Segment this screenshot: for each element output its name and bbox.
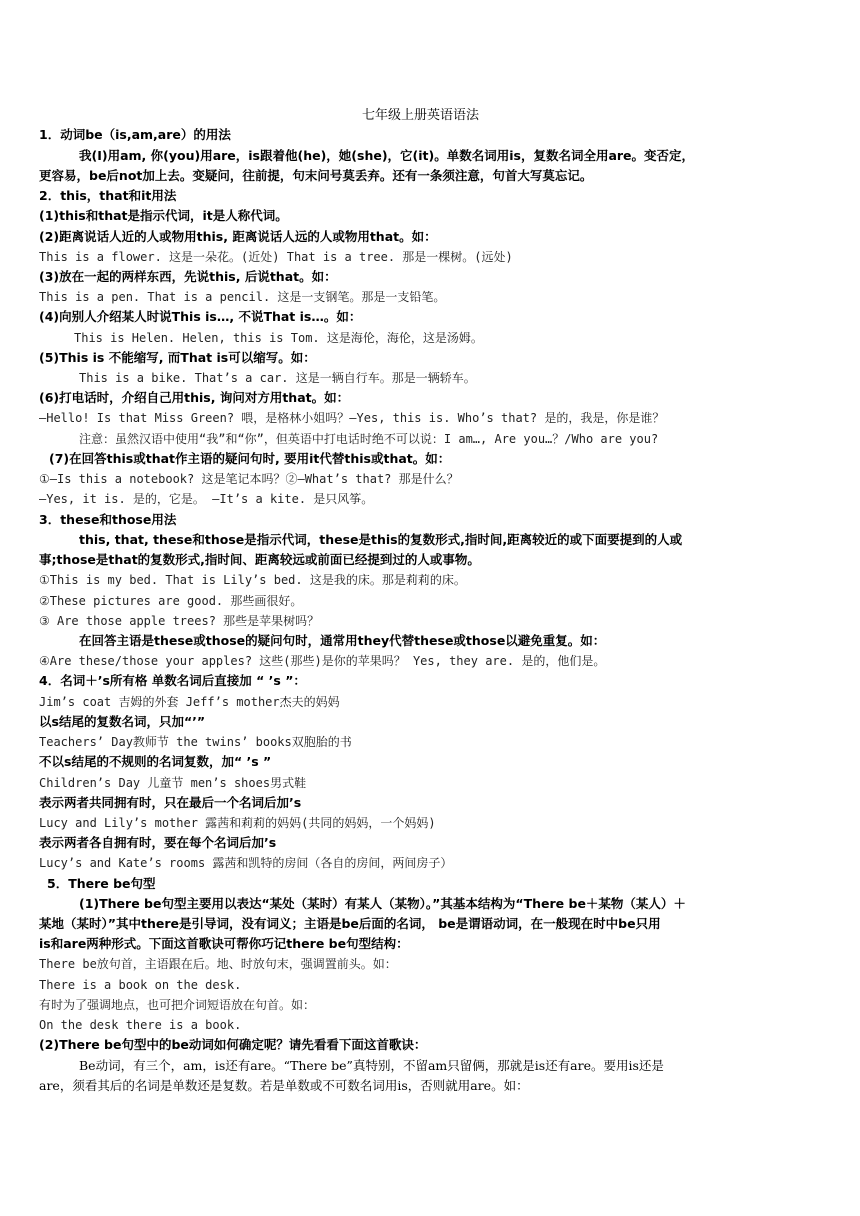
note-line: 注意：虽然汉语中使用“我”和“你”，但英语中打电话时绝不可以说：I am…, Are you…？/Who are you?	[79, 432, 659, 446]
rule-line: (2)There be句型中的be动词如何确定呢？请先看看下面这首歌诀：	[39, 1037, 427, 1052]
page-title: 七年级上册英语语法	[362, 108, 480, 123]
rule-line: 以s结尾的复数名词，只加“’”	[39, 714, 206, 729]
rule-line: (5)This is 不能缩写, 而That is可以缩写。如：	[39, 350, 316, 365]
paragraph-line: (1)There be句型主要用以表达“某处（某时）有某人（某物）。”其基本结构为“There be＋某物（某人）＋	[79, 896, 686, 911]
rule-line: 在回答主语是these或those的疑问句时，通常用they代替these或those以避免重复。如：	[79, 633, 606, 648]
example-line: ①—Is this a notebook? 这是笔记本吗？②—What’s that? 那是什么？	[39, 472, 459, 486]
example-line: Lucy and Lily’s mother 露茜和莉莉的妈妈(共同的妈妈，一个妈妈)	[39, 816, 436, 830]
rule-line: (6)打电话时，介绍自己用this, 询问对方用that。如：	[39, 390, 350, 405]
rule-line: 不以s结尾的不规则的名词复数，加“ ’s ”	[39, 754, 272, 769]
rule-line: (7)在回答this或that作主语的疑问句时, 要用it代替this或that。如：	[49, 451, 451, 466]
rule-line: 表示两者共同拥有时，只在最后一个名词后加’s	[39, 795, 302, 810]
example-line: ①This is my bed. That is Lily’s bed. 这是我的床。那是莉莉的床。	[39, 573, 466, 587]
rule-line: (3)放在一起的两样东西，先说this, 后说that。如：	[39, 269, 337, 284]
example-line: On the desk there is a book.	[39, 1018, 242, 1032]
example-line: Lucy’s and Kate’s rooms 露茜和凯特的房间（各自的房间，两间房子）	[39, 856, 453, 870]
paragraph-line: are，须看其后的名词是单数还是复数。若是单数或不可数名词用is，否则就用are。如：	[39, 1078, 529, 1093]
paragraph-line: 更容易，be后not加上去。变疑问，往前提，句末问号莫丢弃。还有一条须注意，句首大写莫忘记。	[39, 168, 593, 183]
example-line: —Yes, it is. 是的，它是。 —It’s a kite. 是只风筝。	[39, 492, 374, 506]
example-line: Children’s Day 儿童节 men’s shoes男式鞋	[39, 776, 307, 790]
section-heading: 2．this，that和it用法	[39, 188, 177, 203]
section-heading: 5．There be句型	[47, 876, 156, 891]
paragraph-line: this, that, these和those是指示代词，these是this的复数形式,指时间,距离较近的或下面要提到的人或	[79, 532, 683, 547]
rule-line: (2)距离说话人近的人或物用this, 距离说话人远的人或物用that。如：	[39, 229, 437, 244]
paragraph-line: 我(I)用am, 你(you)用are，is跟着他(he)，她(she)，它(it)。单数名词用is，复数名词全用are。变否定，	[79, 148, 695, 163]
paragraph-line: Be动词，有三个，am，is还有are。“There be”真特别，不留am只留俩，那就是is还有are。要用is还是	[79, 1058, 664, 1073]
section-heading: 3．these和those用法	[39, 512, 177, 527]
example-line: This is a bike. That’s a car. 这是一辆自行车。那是一辆轿车。	[79, 371, 476, 385]
paragraph-line: is和are两种形式。下面这首歌诀可帮你巧记there be句型结构：	[39, 936, 409, 951]
example-line: This is a pen. That is a pencil. 这是一支钢笔。那是一支铅笔。	[39, 290, 446, 304]
paragraph-line: 事;those是that的复数形式,指时间、距离较远或前面已经提到过的人或事物。	[39, 552, 480, 567]
example-line: —Hello! Is that Miss Green? 喂，是格林小姐吗？—Yes, this is. Who’s that? 是的，我是，你是谁？	[39, 411, 665, 425]
example-line: There be放句首，主语跟在后。地、时放句末，强调置前头。如：	[39, 957, 397, 971]
example-line: ③ Are those apple trees? 那些是苹果树吗？	[39, 614, 320, 628]
example-line: This is a flower. 这是一朵花。(近处) That is a tree. 那是一棵树。(远处)	[39, 250, 513, 264]
rule-line: (4)向别人介绍某人时说This is…, 不说That is…。如：	[39, 309, 362, 324]
example-line: There is a book on the desk.	[39, 978, 242, 992]
example-line: ②These pictures are good. 那些画很好。	[39, 594, 303, 608]
example-line: 有时为了强调地点，也可把介词短语放在句首。如：	[39, 998, 316, 1012]
paragraph-line: 某地（某时）”其中there是引导词，没有词义；主语是be后面的名词， be是谓语动词，在一般现在时中be只用	[39, 916, 661, 931]
rule-line: 表示两者各自拥有时，要在每个名词后加’s	[39, 835, 277, 850]
rule-line: (1)this和that是指示代词，it是人称代词。	[39, 208, 288, 223]
example-line: Teachers’ Day教师节 the twins’ books双胞胎的书	[39, 735, 352, 749]
example-line: ④Are these/those your apples? 这些(那些)是你的苹果吗？ Yes, they are. 是的，他们是。	[39, 654, 606, 668]
example-line: Jim’s coat 吉姆的外套 Jeff’s mother杰夫的妈妈	[39, 695, 340, 709]
example-line: This is Helen. Helen, this is Tom. 这是海伦，海伦，这是汤姆。	[74, 331, 483, 345]
section-heading: 4．名词＋’s所有格 单数名词后直接加 “ ’s ”：	[39, 673, 306, 688]
section-heading: 1．动词be（is,am,are）的用法	[39, 127, 231, 142]
